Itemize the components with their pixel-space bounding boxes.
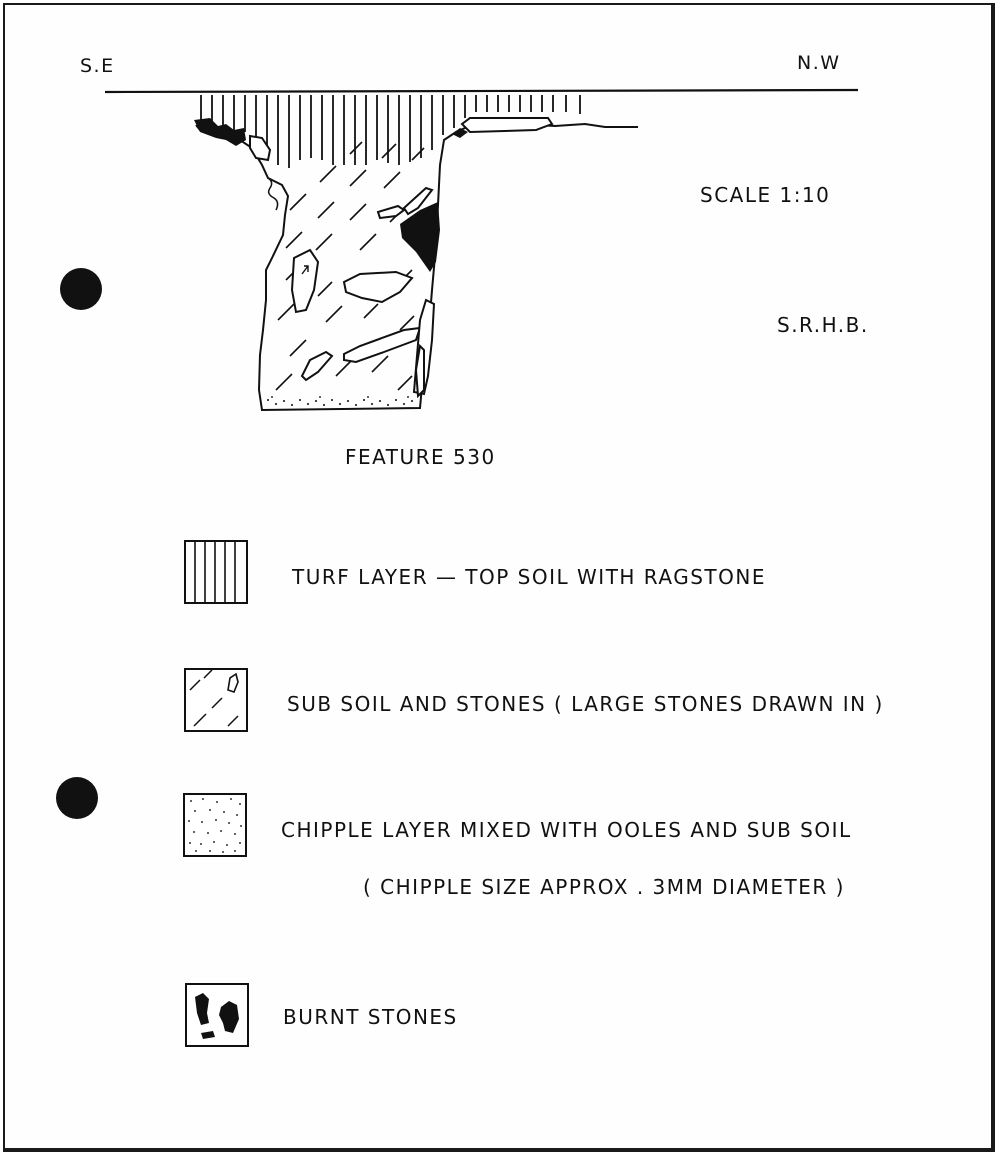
scale-label: SCALE 1:10	[700, 183, 831, 207]
legend-swatch-chipple	[183, 793, 249, 859]
legend-label-chipple: CHIPPLE LAYER MIXED WITH OOLES AND SUB SOIL	[281, 818, 852, 842]
legend-swatch-burnt	[185, 983, 251, 1049]
legend-label-burnt: BURNT STONES	[283, 1005, 458, 1029]
feature-caption: FEATURE 530	[345, 445, 496, 469]
initials-label: S.R.H.B.	[777, 313, 869, 337]
legend-note-chipple: ( CHIPPLE SIZE APPROX . 3MM DIAMETER )	[363, 875, 845, 899]
orientation-se: S.E	[80, 55, 115, 77]
legend-swatch-turf	[184, 540, 250, 606]
ground-line	[105, 90, 858, 92]
legend-label-subsoil: SUB SOIL AND STONES ( LARGE STONES DRAWN IN )	[287, 692, 884, 716]
chipple-base	[267, 396, 413, 406]
orientation-nw: N.W	[797, 52, 841, 74]
legend-label-turf: TURF LAYER — TOP SOIL WITH RAGSTONE	[292, 565, 766, 589]
large-stones	[250, 118, 552, 396]
legend-swatch-subsoil	[184, 668, 250, 734]
